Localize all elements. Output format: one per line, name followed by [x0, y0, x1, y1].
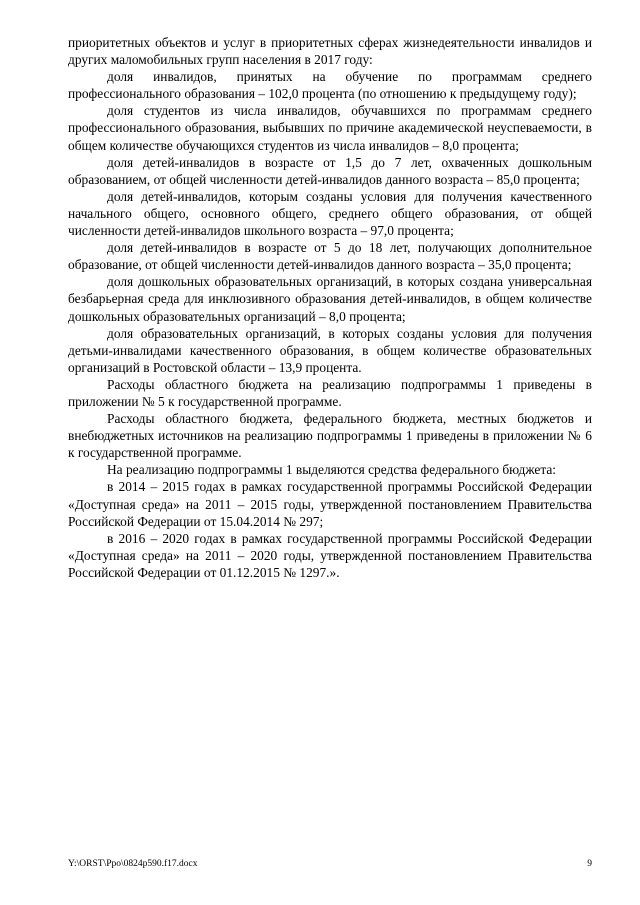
paragraph-2014-2015: в 2014 – 2015 годах в рамках государственной программы Российской Федерации «Доступная среда» на 2011 – 2015 годы, утвержденной постановлением Правительства Российской Федерации от 15.04.2014 № 297;	[68, 479, 592, 529]
paragraph-continuation: приоритетных объектов и услуг в приоритетных сферах жизнедеятельности инвалидов и других маломобильных групп населения в 2017 году:	[68, 35, 592, 68]
paragraph-federal-funds: На реализацию подпрограммы 1 выделяются средства федерального бюджета:	[107, 462, 557, 478]
page-footer	[68, 858, 592, 870]
paragraph-2016-2020: в 2016 – 2020 годах в рамках государственной программы Российской Федерации «Доступная среда» на 2011 – 2020 годы, утвержденной постановлением Правительства Российской Федерации от 01.12.2015 № 1297.».	[68, 530, 592, 580]
paragraph-item: доля детей-инвалидов в возрасте от 5 до 18 лет, получающих дополнительное образование, от общей численности детей-инвалидов данного возраста – 35,0 процента;	[68, 240, 592, 273]
paragraph-item: доля детей-инвалидов в возрасте от 1,5 до 7 лет, охваченных дошкольным образованием, от общей численности детей-инвалидов данного возраста – 85,0 процента;	[68, 154, 592, 187]
paragraph-item: доля дошкольных образовательных организаций, в которых создана универсальная безбарьерная среда для инклюзивного образования детей-инвалидов, в общем количестве дошкольных образовательных организаций – 8,0 процента;	[68, 274, 592, 324]
paragraph-item: доля инвалидов, принятых на обучение по программам среднего профессионального образования – 102,0 процента (по отношению к предыдущему году);	[68, 69, 592, 102]
paragraph-expenses-appendix-5: Расходы областного бюджета на реализацию подпрограммы 1 приведены в приложении № 5 к государственной программе.	[68, 376, 592, 409]
page-number: 9	[587, 859, 592, 869]
document-body	[68, 34, 592, 581]
file-path: Y:\ORST\Ppo\0824p590.f17.docx	[68, 859, 198, 869]
paragraph-item: доля образовательных организаций, в которых созданы условия для получения детьми-инвалидами качественного образования, в общем количестве образовательных организаций в Ростовской области – 13,9 процента.	[68, 325, 592, 375]
paragraph-expenses-appendix-6: Расходы областного бюджета, федерального бюджета, местных бюджетов и внебюджетных источников на реализацию подпрограммы 1 приведены в приложении № 6 к государственной программе.	[68, 411, 592, 461]
paragraph-item: доля детей-инвалидов, которым созданы условия для получения качественного начального общего, основного общего, среднего общего образования, от общей численности детей-инвалидов школьного возраста – 97,0 процента;	[68, 188, 592, 239]
paragraph-item: доля студентов из числа инвалидов, обучавшихся по программам среднего профессионального образования, выбывших по причине академической неуспеваемости, в общем количестве обучающихся студентов из числа инвалидов – 8,0 процента;	[68, 103, 592, 153]
